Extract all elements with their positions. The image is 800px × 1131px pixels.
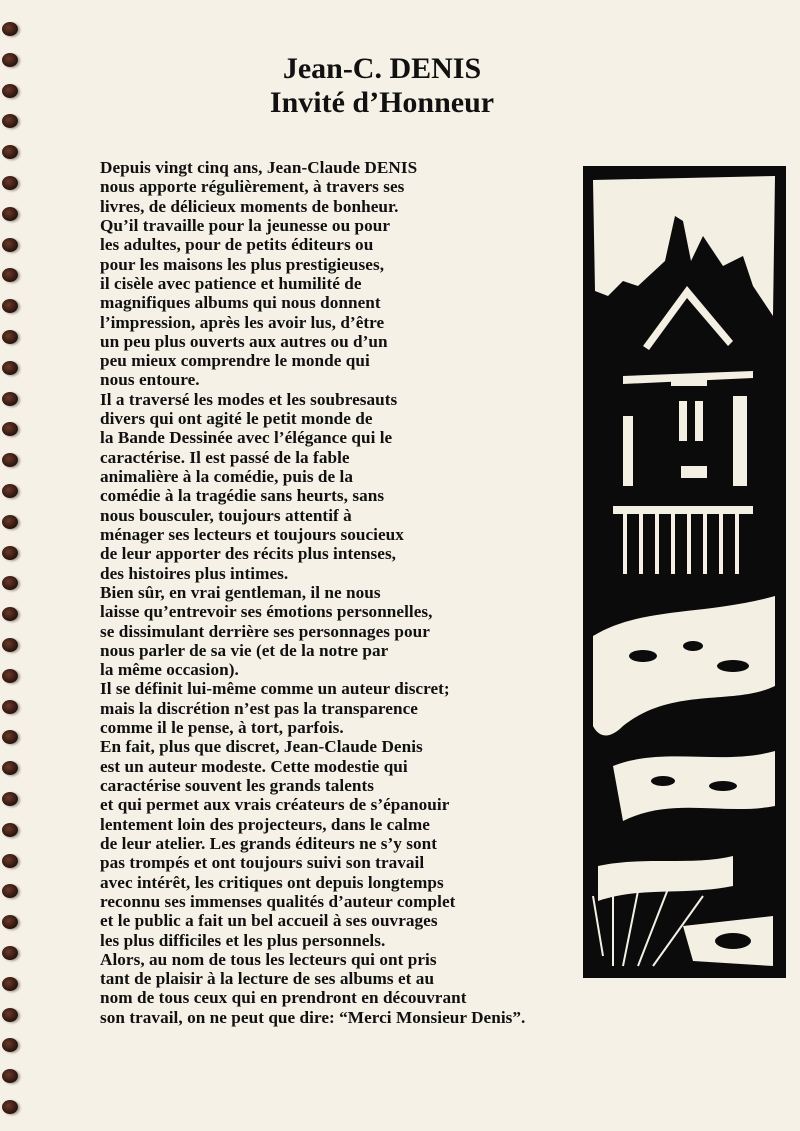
binding-ring bbox=[2, 238, 18, 252]
body-line: magnifiques albums qui nous donnent bbox=[100, 293, 381, 313]
house-ink-illustration-icon bbox=[583, 166, 786, 978]
body-line: caractérise. Il est passé de la fable bbox=[100, 447, 350, 467]
body-line: tant de plaisir à la lecture de ses albums et au bbox=[100, 969, 435, 989]
body-line: divers qui ont agité le petit monde de bbox=[100, 409, 373, 429]
binding-ring bbox=[2, 361, 18, 375]
binding-ring bbox=[2, 330, 18, 344]
binding-ring bbox=[2, 207, 18, 221]
body-line: la même occasion). bbox=[100, 660, 239, 680]
binding-ring bbox=[2, 977, 18, 991]
body-line: Depuis vingt cinq ans, Jean-Claude DENIS bbox=[100, 158, 418, 177]
body-line: Qu’il travaille pour la jeunesse ou pour bbox=[100, 215, 391, 235]
body-line: de leur apporter des récits plus intenses, bbox=[100, 544, 397, 564]
binding-ring bbox=[2, 84, 18, 98]
body-line: reconnu ses immenses qualités d’auteur complet bbox=[100, 891, 456, 911]
body-line: et qui permet aux vrais créateurs de s’épanouir bbox=[100, 795, 450, 815]
body-line: est un auteur modeste. Cette modestie qui bbox=[100, 756, 408, 776]
binding-ring bbox=[2, 607, 18, 621]
body-line: et le public a fait un bel accueil à ses ouvrages bbox=[100, 911, 438, 931]
page-title bbox=[26, 52, 738, 120]
binding-ring bbox=[2, 484, 18, 498]
binding-ring bbox=[2, 946, 18, 960]
binding-ring bbox=[2, 453, 18, 467]
binding-ring bbox=[2, 114, 18, 128]
binding-ring bbox=[2, 730, 18, 744]
binding-ring bbox=[2, 1038, 18, 1052]
body-line: avec intérêt, les critiques ont depuis longtemps bbox=[100, 872, 444, 892]
binding-ring bbox=[2, 53, 18, 67]
article-body bbox=[100, 158, 660, 1027]
binding-ring bbox=[2, 823, 18, 837]
body-line: peu mieux comprendre le monde qui bbox=[100, 351, 370, 371]
title-line-2: Invité d’Honneur bbox=[269, 86, 495, 119]
binding-ring bbox=[2, 700, 18, 714]
binding-ring bbox=[2, 576, 18, 590]
body-line: il cisèle avec patience et humilité de bbox=[100, 273, 362, 293]
body-line: caractérise souvent les grands talents bbox=[100, 776, 374, 795]
body-line: Alors, au nom de tous les lecteurs qui ont pris bbox=[100, 949, 437, 969]
binding-ring bbox=[2, 638, 18, 652]
body-line: livres, de délicieux moments de bonheur. bbox=[100, 196, 399, 216]
binding-ring bbox=[2, 1069, 18, 1083]
body-line: pour les maisons les plus prestigieuses, bbox=[100, 254, 385, 274]
spiral-binding bbox=[0, 0, 26, 1131]
binding-ring bbox=[2, 761, 18, 775]
body-line: nous parler de sa vie (et de la notre par bbox=[100, 640, 389, 660]
body-line: comme il le pense, à tort, parfois. bbox=[100, 718, 344, 738]
binding-ring bbox=[2, 792, 18, 806]
body-line: Bien sûr, en vrai gentleman, il ne nous bbox=[100, 582, 381, 602]
body-line: un peu plus ouverts aux autres ou d’un bbox=[100, 331, 388, 351]
body-line: nous bousculer, toujours attentif à bbox=[100, 505, 352, 525]
body-line: pas trompés et ont toujours suivi son travail bbox=[100, 853, 425, 873]
body-line: la Bande Dessinée avec l’élégance qui le bbox=[100, 428, 393, 448]
binding-ring bbox=[2, 915, 18, 929]
binding-ring bbox=[2, 22, 18, 36]
body-line: animalière à la comédie, puis de la bbox=[100, 467, 354, 486]
binding-ring bbox=[2, 546, 18, 560]
body-line: de leur atelier. Les grands éditeurs ne s’y sont bbox=[100, 833, 438, 853]
binding-ring bbox=[2, 268, 18, 282]
body-line: les adultes, pour de petits éditeurs ou bbox=[100, 235, 374, 255]
body-line: l’impression, après les avoir lus, d’être bbox=[100, 312, 385, 332]
title-line-1: Jean-C. DENIS bbox=[282, 52, 482, 85]
body-line: Il a traversé les modes et les soubresauts bbox=[100, 389, 398, 409]
binding-ring bbox=[2, 515, 18, 529]
binding-ring bbox=[2, 422, 18, 436]
body-line: les plus difficiles et les plus personnels. bbox=[100, 930, 386, 950]
binding-ring bbox=[2, 669, 18, 683]
binding-ring bbox=[2, 1008, 18, 1022]
body-line: comédie à la tragédie sans heurts, sans bbox=[100, 486, 385, 506]
body-line: se dissimulant derrière ses personnages pour bbox=[100, 621, 430, 641]
body-line: Il se définit lui-même comme un auteur discret; bbox=[100, 679, 450, 699]
body-line: nous entoure. bbox=[100, 370, 200, 390]
body-line: nous apporte régulièrement, à travers ses bbox=[100, 177, 405, 197]
binding-ring bbox=[2, 176, 18, 190]
body-line: des histoires plus intimes. bbox=[100, 563, 289, 583]
body-line: laisse qu’entrevoir ses émotions personnelles, bbox=[100, 602, 433, 622]
body-line: nom de tous ceux qui en prendront en découvrant bbox=[100, 988, 467, 1008]
binding-ring bbox=[2, 854, 18, 868]
body-line: son travail, on ne peut que dire: “Merci Monsieur Denis”. bbox=[100, 1007, 526, 1027]
body-line: lentement loin des projecteurs, dans le calme bbox=[100, 814, 430, 834]
body-line: En fait, plus que discret, Jean-Claude Denis bbox=[100, 737, 423, 757]
binding-ring bbox=[2, 884, 18, 898]
body-line: mais la discrétion n’est pas la transparence bbox=[100, 698, 418, 718]
body-line: ménager ses lecteurs et toujours soucieux bbox=[100, 524, 404, 544]
binding-ring bbox=[2, 145, 18, 159]
binding-ring bbox=[2, 299, 18, 313]
binding-ring bbox=[2, 392, 18, 406]
binding-ring bbox=[2, 1100, 18, 1114]
